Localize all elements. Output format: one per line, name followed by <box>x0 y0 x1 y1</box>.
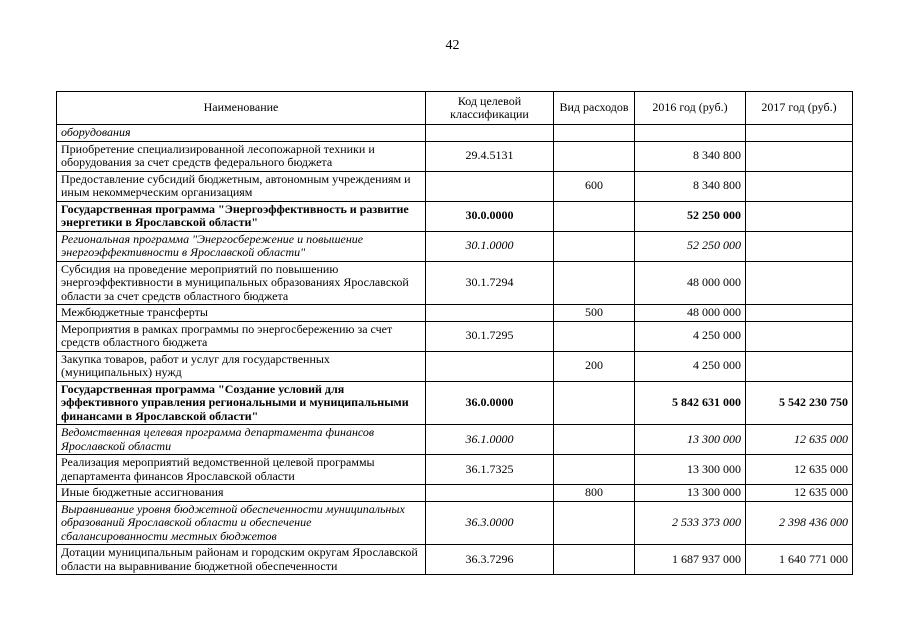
cell-2016: 8 340 800 <box>635 141 746 171</box>
cell-2016: 13 300 000 <box>635 425 746 455</box>
cell-2017 <box>746 261 853 305</box>
cell-name: Предоставление субсидий бюджетным, автономным учреждениям и иным некоммерческим организациям <box>57 171 426 201</box>
table-row <box>57 425 853 455</box>
cell-code <box>426 485 554 502</box>
table-row <box>57 381 853 425</box>
cell-expense-type: 800 <box>554 485 635 502</box>
cell-2017: 12 635 000 <box>746 425 853 455</box>
cell-code: 36.1.0000 <box>426 425 554 455</box>
cell-name: Реализация мероприятий ведомственной целевой программы департамента финансов Ярославской области <box>57 455 426 485</box>
table-row <box>57 321 853 351</box>
header-2016: 2016 год (руб.) <box>635 92 746 125</box>
cell-2017 <box>746 351 853 381</box>
cell-expense-type <box>554 425 635 455</box>
cell-name: Государственная программа "Создание условий для эффективного управления региональными и муниципальными финансами в Ярославской области" <box>57 381 426 425</box>
cell-2016: 2 533 373 000 <box>635 501 746 545</box>
cell-2016: 1 687 937 000 <box>635 545 746 575</box>
header-code: Код целевой классификации <box>426 92 554 125</box>
cell-expense-type <box>554 321 635 351</box>
cell-name: оборудования <box>57 125 426 142</box>
table-row <box>57 125 853 142</box>
cell-name: Субсидия на проведение мероприятий по повышению энергоэффективности в муниципальных образованиях Ярославской области за счет средств областного бюджета <box>57 261 426 305</box>
header-2017: 2017 год (руб.) <box>746 92 853 125</box>
cell-name: Иные бюджетные ассигнования <box>57 485 426 502</box>
cell-2016: 13 300 000 <box>635 455 746 485</box>
cell-expense-type <box>554 501 635 545</box>
cell-name: Межбюджетные трансферты <box>57 305 426 322</box>
cell-expense-type <box>554 545 635 575</box>
cell-name: Мероприятия в рамках программы по энергосбережению за счет средств областного бюджета <box>57 321 426 351</box>
cell-2017: 5 542 230 750 <box>746 381 853 425</box>
cell-2016: 52 250 000 <box>635 231 746 261</box>
cell-code <box>426 305 554 322</box>
table-body <box>57 125 853 575</box>
cell-code: 30.1.0000 <box>426 231 554 261</box>
cell-2017 <box>746 201 853 231</box>
table-row <box>57 201 853 231</box>
cell-code: 36.3.0000 <box>426 501 554 545</box>
cell-code: 30.0.0000 <box>426 201 554 231</box>
cell-2016 <box>635 125 746 142</box>
cell-name: Ведомственная целевая программа департамента финансов Ярославской области <box>57 425 426 455</box>
table-row <box>57 171 853 201</box>
cell-code: 36.1.7325 <box>426 455 554 485</box>
cell-code: 30.1.7294 <box>426 261 554 305</box>
cell-expense-type <box>554 381 635 425</box>
cell-2017: 1 640 771 000 <box>746 545 853 575</box>
cell-2017 <box>746 321 853 351</box>
header-type: Вид расходов <box>554 92 635 125</box>
cell-2017 <box>746 171 853 201</box>
cell-name: Региональная программа "Энергосбережение и повышение энергоэффективности в Ярославской области" <box>57 231 426 261</box>
cell-name: Государственная программа "Энергоэффективность и развитие энергетики в Ярославской области" <box>57 201 426 231</box>
cell-expense-type <box>554 141 635 171</box>
table-row <box>57 455 853 485</box>
cell-code: 30.1.7295 <box>426 321 554 351</box>
table-row <box>57 485 853 502</box>
cell-2017: 12 635 000 <box>746 455 853 485</box>
cell-2016: 5 842 631 000 <box>635 381 746 425</box>
table-row <box>57 231 853 261</box>
cell-2017 <box>746 231 853 261</box>
table-row <box>57 351 853 381</box>
cell-code: 36.0.0000 <box>426 381 554 425</box>
cell-2016: 48 000 000 <box>635 305 746 322</box>
table-row <box>57 305 853 322</box>
cell-expense-type <box>554 231 635 261</box>
cell-expense-type <box>554 455 635 485</box>
cell-2016: 8 340 800 <box>635 171 746 201</box>
cell-2017: 12 635 000 <box>746 485 853 502</box>
cell-2017 <box>746 141 853 171</box>
cell-code <box>426 171 554 201</box>
cell-expense-type: 500 <box>554 305 635 322</box>
cell-expense-type: 200 <box>554 351 635 381</box>
cell-expense-type <box>554 125 635 142</box>
cell-2016: 4 250 000 <box>635 321 746 351</box>
cell-expense-type <box>554 261 635 305</box>
header-name: Наименование <box>57 92 426 125</box>
cell-expense-type <box>554 201 635 231</box>
cell-2017 <box>746 125 853 142</box>
table-row <box>57 545 853 575</box>
cell-expense-type: 600 <box>554 171 635 201</box>
table-row <box>57 141 853 171</box>
cell-2017 <box>746 305 853 322</box>
cell-code: 29.4.5131 <box>426 141 554 171</box>
cell-name: Дотации муниципальным районам и городским округам Ярославской области на выравнивание бюджетной обеспеченности <box>57 545 426 575</box>
cell-2016: 4 250 000 <box>635 351 746 381</box>
cell-name: Выравнивание уровня бюджетной обеспеченности муниципальных образований Ярославской области и обеспечение сбалансированности местных бюджетов <box>57 501 426 545</box>
cell-2017: 2 398 436 000 <box>746 501 853 545</box>
table-row <box>57 261 853 305</box>
cell-2016: 13 300 000 <box>635 485 746 502</box>
cell-code <box>426 125 554 142</box>
page-number: 42 <box>445 38 460 53</box>
budget-table <box>56 91 853 575</box>
cell-2016: 48 000 000 <box>635 261 746 305</box>
cell-2016: 52 250 000 <box>635 201 746 231</box>
cell-code <box>426 351 554 381</box>
cell-name: Закупка товаров, работ и услуг для государственных (муниципальных) нужд <box>57 351 426 381</box>
cell-code: 36.3.7296 <box>426 545 554 575</box>
cell-name: Приобретение специализированной лесопожарной техники и оборудования за счет средств федерального бюджета <box>57 141 426 171</box>
table-header-row <box>57 92 853 125</box>
table-row <box>57 501 853 545</box>
